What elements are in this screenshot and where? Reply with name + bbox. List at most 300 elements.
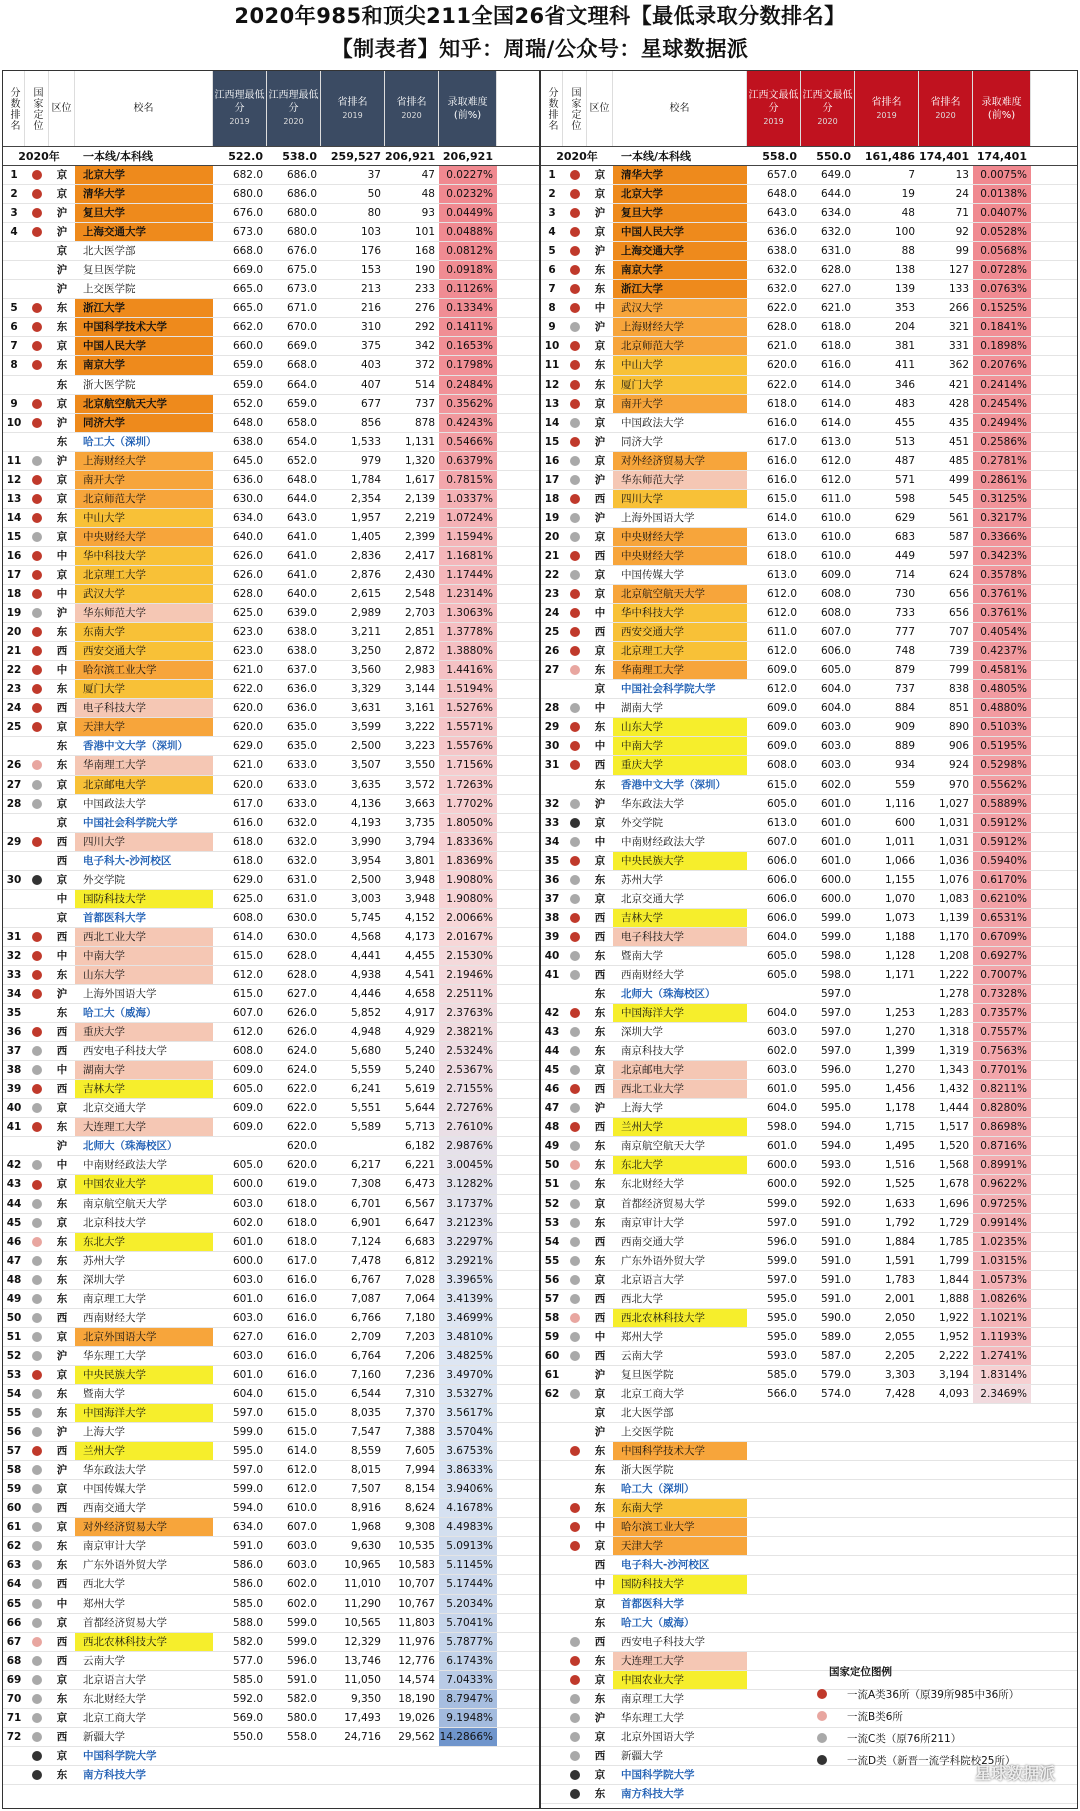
rank-2020 — [919, 1423, 973, 1441]
position — [25, 318, 49, 336]
position — [25, 1195, 49, 1213]
school-name: 浙江大学 — [75, 299, 213, 317]
rank-2019: 50 — [367, 188, 381, 201]
rank-2019: 5,852 — [350, 1007, 381, 1020]
rank-2020: 428 — [948, 397, 969, 410]
rank: 39 — [544, 930, 560, 943]
rank: 32 — [544, 797, 560, 810]
region: 东 — [56, 1559, 68, 1572]
score-2020 — [801, 1633, 855, 1651]
position — [563, 1785, 587, 1803]
table-row — [3, 452, 539, 471]
score-2019: 603.0 — [766, 1064, 797, 1077]
rank-2020: 3,794 — [404, 835, 435, 848]
school-name: 北京交通大学 — [83, 1102, 146, 1115]
difficulty: 0.5889% — [973, 795, 1031, 813]
position-dot-icon — [570, 1541, 580, 1551]
baseline-line: 一本线/本科线 — [621, 150, 692, 163]
score-2019: 603.0 — [766, 1026, 797, 1039]
table-row — [3, 1347, 539, 1366]
score-2020 — [267, 1747, 321, 1765]
school-name: 国防科技大学 — [613, 1575, 747, 1593]
school-name: 中南大学 — [613, 737, 747, 755]
school-name: 华南理工大学 — [613, 661, 747, 679]
rank-2019: 7,160 — [350, 1368, 381, 1381]
rank-2020: 101 — [414, 226, 435, 239]
position — [25, 528, 49, 546]
score-2020: 649.0 — [820, 169, 851, 181]
rank — [541, 1499, 563, 1517]
rank-2020: 514 — [414, 378, 435, 391]
position-dot-icon — [32, 1180, 42, 1190]
position — [563, 223, 587, 241]
position — [25, 1423, 49, 1441]
region: 京 — [594, 454, 606, 467]
school-name: 厦门大学 — [75, 680, 213, 698]
score-2020: 601.0 — [820, 854, 851, 867]
score-2020: 641.0 — [286, 568, 317, 581]
rank-2020: 190 — [414, 264, 435, 277]
score-2020: 579.0 — [820, 1368, 851, 1381]
rank-2020 — [919, 1404, 973, 1422]
position — [563, 1633, 587, 1651]
score-2019: 599.0 — [766, 1197, 797, 1210]
rank-2020: 233 — [414, 283, 435, 296]
difficulty — [973, 1556, 1031, 1574]
score-2019: 586.0 — [232, 1578, 263, 1591]
region: 京 — [594, 568, 606, 581]
difficulty: 0.3125% — [973, 490, 1031, 508]
rank: 30 — [6, 873, 22, 886]
rank: 36 — [544, 873, 560, 886]
score-2019: 629.0 — [232, 873, 263, 886]
rank: 13 — [544, 397, 560, 410]
position-dot-icon — [32, 532, 42, 542]
rank-2020: 1,729 — [938, 1216, 969, 1229]
score-2020: 675.0 — [286, 264, 317, 277]
school-name: 南开大学 — [75, 471, 213, 489]
school-name: 东北大学 — [75, 1233, 213, 1251]
region: 西 — [594, 1635, 606, 1648]
rank-2019: 2,500 — [350, 740, 381, 753]
rank-2019: 889 — [894, 740, 915, 753]
score-2019: 673.0 — [232, 226, 263, 239]
score-2020: 616.0 — [286, 1273, 317, 1286]
score-2019 — [747, 1404, 801, 1422]
difficulty: 0.3562% — [439, 395, 497, 413]
position — [25, 814, 49, 832]
difficulty: 1.7702% — [439, 795, 497, 813]
difficulty: 0.0075% — [973, 166, 1031, 184]
position — [25, 1042, 49, 1060]
table-row — [3, 490, 539, 509]
school-name: 北京语言大学 — [621, 1273, 684, 1286]
difficulty: 0.0812% — [439, 242, 497, 260]
school-name: 首都经济贸易大学 — [621, 1197, 705, 1210]
rank-2020: 1,952 — [938, 1330, 969, 1343]
position — [563, 376, 587, 394]
score-2019: 622.0 — [766, 378, 797, 391]
table-row — [3, 1385, 539, 1404]
school-name: 东南大学 — [75, 623, 213, 641]
score-2019: 613.0 — [766, 816, 797, 829]
rank: 5 — [10, 302, 18, 315]
header-rank-2020-label: 省排名 — [396, 96, 427, 108]
position-dot-icon — [32, 1332, 42, 1342]
score-2020: 680.0 — [286, 226, 317, 239]
rank-2019: 2,615 — [350, 588, 381, 601]
legend-dot-icon — [817, 1689, 827, 1699]
score-2019: 626.0 — [232, 568, 263, 581]
rank-2019: 2,001 — [884, 1292, 915, 1305]
rank: 32 — [6, 949, 22, 962]
rank: 12 — [6, 473, 22, 486]
score-2019: 606.0 — [766, 892, 797, 905]
score-2020: 618.0 — [820, 340, 851, 353]
score-2020: 644.0 — [286, 492, 317, 505]
table-row — [541, 642, 1077, 661]
score-2019: 604.0 — [766, 1007, 797, 1020]
table-row — [541, 1537, 1077, 1556]
score-2020: 620.0 — [286, 1159, 317, 1172]
rank-2020: 451 — [948, 435, 969, 448]
table-row — [3, 1480, 539, 1499]
position — [563, 1766, 587, 1784]
school-name: 中山大学 — [613, 356, 747, 374]
school-name: 外交学院 — [83, 873, 125, 886]
position-dot-icon — [32, 1199, 42, 1209]
position-dot-icon — [570, 799, 580, 809]
legend-item — [811, 1683, 1077, 1705]
difficulty: 4.4983% — [439, 1518, 497, 1536]
table-row — [3, 528, 539, 547]
school-name: 电子科大-沙河校区 — [621, 1559, 710, 1572]
table-row — [3, 1461, 539, 1480]
rank-2019: 6,767 — [350, 1273, 381, 1286]
score-2020: 639.0 — [286, 607, 317, 620]
region: 京 — [594, 588, 606, 601]
table-row — [541, 1385, 1077, 1404]
school-name: 同济大学 — [621, 435, 663, 448]
position — [25, 776, 49, 794]
score-2020: 632.0 — [286, 835, 317, 848]
rank-2019: 449 — [894, 549, 915, 562]
baseline-r19: 161,486 — [864, 150, 915, 163]
baseline-diff: 206,921 — [442, 150, 493, 163]
table-row — [541, 1518, 1077, 1537]
region: 西 — [594, 968, 606, 981]
rank-2019: 1,188 — [884, 930, 915, 943]
position-dot-icon — [32, 1294, 42, 1304]
difficulty: 1.4416% — [439, 661, 497, 679]
school-name: 吉林大学 — [613, 909, 747, 927]
school-name: 对外经济贸易大学 — [613, 452, 747, 470]
score-2019: 613.0 — [766, 568, 797, 581]
rank-2019: 80 — [367, 207, 381, 220]
table-row — [3, 833, 539, 852]
score-2019 — [213, 1747, 267, 1765]
score-2020 — [801, 1423, 855, 1441]
position — [563, 909, 587, 927]
table-row — [3, 1442, 539, 1461]
rank: 38 — [544, 911, 560, 924]
difficulty: 3.1282% — [439, 1175, 497, 1193]
position — [563, 737, 587, 755]
difficulty: 1.9080% — [439, 871, 497, 889]
rank-2019: 1,178 — [884, 1102, 915, 1115]
table-row — [3, 852, 539, 871]
region: 沪 — [56, 1349, 68, 1362]
position — [25, 1556, 49, 1574]
rank-2020: 1,888 — [938, 1292, 969, 1305]
rank-2020: 8,624 — [404, 1502, 435, 1515]
rank-2020: 362 — [948, 359, 969, 372]
rank-2020: 3,194 — [938, 1368, 969, 1381]
rank: 54 — [6, 1388, 22, 1400]
score-2020: 603.0 — [286, 1559, 317, 1572]
rank-2019: 346 — [894, 378, 915, 391]
legend-label: 一流D类（新晋一流学科院校25所） — [847, 1754, 1016, 1767]
score-2020: 616.0 — [286, 1349, 317, 1362]
rank: 20 — [6, 626, 22, 639]
rank-2020: 1,617 — [404, 473, 435, 486]
difficulty: 0.8698% — [973, 1118, 1031, 1136]
header-year-2019: 2019 — [229, 117, 250, 126]
table-row — [3, 642, 539, 661]
rank-2019: 7,087 — [350, 1292, 381, 1305]
rank: 42 — [544, 1007, 560, 1020]
position-dot-icon — [32, 665, 42, 675]
rank: 1 — [548, 169, 556, 181]
rank-2019 — [855, 1404, 919, 1422]
rank-2019: 3,211 — [350, 626, 381, 639]
region: 京 — [594, 188, 606, 201]
difficulty: 0.1411% — [439, 318, 497, 336]
score-2020: 630.0 — [286, 930, 317, 943]
position-dot-icon — [32, 1618, 42, 1628]
position-dot-icon — [32, 1160, 42, 1170]
rank-2019: 2,050 — [884, 1311, 915, 1324]
region: 东 — [56, 511, 68, 524]
rank: 7 — [548, 283, 556, 296]
difficulty: 0.1525% — [973, 299, 1031, 317]
score-2019 — [747, 1728, 801, 1746]
rank-2019: 1,633 — [884, 1197, 915, 1210]
difficulty: 3.2921% — [439, 1252, 497, 1270]
region: 东 — [594, 664, 606, 677]
liberal-table — [541, 71, 1077, 1808]
rank-2020: 24 — [955, 188, 969, 201]
score-2019: 632.0 — [766, 283, 797, 296]
rank-2020 — [919, 1480, 973, 1498]
baseline-s20: 550.0 — [816, 150, 851, 163]
rank-2020: 342 — [414, 340, 435, 353]
region: 中 — [594, 1521, 606, 1534]
score-2019: 625.0 — [232, 607, 263, 620]
rank-2019: 3,003 — [350, 892, 381, 905]
rank-2019: 6,766 — [350, 1311, 381, 1324]
difficulty: 1.0573% — [973, 1271, 1031, 1289]
rank: 70 — [6, 1692, 22, 1705]
legend — [811, 1661, 1077, 1807]
region: 西 — [594, 911, 606, 924]
school-name: 华中科技大学 — [613, 604, 747, 622]
rank-2019: 8,916 — [350, 1502, 381, 1515]
rank-2019: 3,560 — [350, 664, 381, 677]
rank-2019: 4,948 — [350, 1026, 381, 1039]
position — [563, 699, 587, 717]
score-2020: 594.0 — [820, 1121, 851, 1134]
school-name: 哈工大（威海） — [83, 1007, 157, 1020]
table-row — [541, 452, 1077, 471]
position-dot-icon — [570, 1160, 580, 1170]
score-2020: 594.0 — [820, 1140, 851, 1153]
difficulty: 4.1678% — [439, 1499, 497, 1517]
table-row — [3, 1309, 539, 1328]
region: 沪 — [594, 1102, 606, 1115]
score-2020: 632.0 — [820, 226, 851, 239]
position — [563, 1156, 587, 1174]
position-dot-icon — [570, 1713, 580, 1723]
legend-item — [811, 1727, 1077, 1749]
region: 中 — [594, 835, 606, 848]
school-name: 兰州大学 — [613, 1118, 747, 1136]
position-dot-icon — [570, 551, 580, 561]
position — [25, 566, 49, 584]
rank-2019: 559 — [894, 778, 915, 791]
table-row — [3, 890, 539, 909]
region: 东 — [594, 1007, 606, 1020]
difficulty: 0.4581% — [973, 661, 1031, 679]
rank: 48 — [544, 1121, 560, 1134]
score-2019: 621.0 — [766, 340, 797, 353]
region: 京 — [56, 1178, 68, 1191]
rank-2020: 2,703 — [404, 607, 435, 620]
difficulty: 0.3366% — [973, 528, 1031, 546]
rank-2019: 4,568 — [350, 930, 381, 943]
school-name: 清华大学 — [613, 166, 747, 184]
score-2020: 595.0 — [820, 1083, 851, 1096]
rank — [541, 1614, 563, 1632]
school-name: 北师大（珠海校区） — [621, 988, 716, 1001]
table-row — [3, 1595, 539, 1614]
score-2020: 597.0 — [820, 988, 851, 1001]
position-dot-icon — [570, 456, 580, 466]
position-dot-icon — [32, 989, 42, 999]
table-row — [3, 699, 539, 718]
rank: 68 — [6, 1654, 22, 1667]
school-name: 四川大学 — [613, 490, 747, 508]
table-row — [541, 242, 1077, 261]
difficulty: 5.7041% — [439, 1614, 497, 1632]
region: 东 — [594, 378, 606, 391]
region: 京 — [56, 816, 68, 829]
score-2019: 682.0 — [232, 169, 263, 181]
rank: 48 — [6, 1273, 22, 1286]
school-name: 云南大学 — [621, 1349, 663, 1362]
position-dot-icon — [32, 1770, 42, 1780]
score-2019: 621.0 — [232, 664, 263, 677]
rank-2020: 133 — [948, 283, 969, 296]
score-2019: 620.0 — [232, 721, 263, 734]
rank-2019: 204 — [894, 321, 915, 334]
school-name: 北京交通大学 — [621, 892, 684, 905]
difficulty: 3.1737% — [439, 1195, 497, 1213]
difficulty: 0.5466% — [439, 433, 497, 451]
score-2019 — [747, 1690, 801, 1708]
score-2020: 601.0 — [820, 816, 851, 829]
score-2020: 598.0 — [820, 949, 851, 962]
score-2020 — [801, 1537, 855, 1555]
score-2020: 601.0 — [820, 797, 851, 810]
rank-2020: 1,696 — [938, 1197, 969, 1210]
region: 京 — [56, 1521, 68, 1534]
position-dot-icon — [570, 703, 580, 713]
difficulty: 5.1145% — [439, 1556, 497, 1574]
rank-2019: 677 — [360, 397, 381, 410]
rank: 51 — [6, 1330, 22, 1343]
rank: 49 — [544, 1140, 560, 1153]
score-2020: 614.0 — [820, 397, 851, 410]
score-2020: 652.0 — [286, 454, 317, 467]
region: 东 — [594, 988, 606, 1001]
position — [25, 414, 49, 432]
region: 京 — [594, 645, 606, 658]
school-name: 浙江大学 — [613, 280, 747, 298]
region: 西 — [56, 1026, 68, 1039]
region: 东 — [594, 1216, 606, 1229]
position — [563, 1195, 587, 1213]
header-rank-2019-label: 省排名 — [337, 96, 368, 108]
school-name: 中国人民大学 — [75, 337, 213, 355]
table-row — [3, 318, 539, 337]
region: 西 — [594, 1235, 606, 1248]
rank-2020: 11,976 — [398, 1635, 435, 1648]
score-2019: 618.0 — [232, 854, 263, 867]
school-name: 对外经济贸易大学 — [75, 1518, 213, 1536]
school-name: 北京理工大学 — [75, 566, 213, 584]
rank: 50 — [6, 1311, 22, 1324]
table-row — [3, 566, 539, 585]
region: 京 — [594, 340, 606, 353]
region: 西 — [594, 759, 606, 772]
position-dot-icon — [32, 760, 42, 770]
table-row — [3, 547, 539, 566]
score-2020 — [801, 1499, 855, 1517]
score-2019: 636.0 — [232, 473, 263, 486]
rank: 16 — [544, 454, 560, 467]
position-dot-icon — [32, 1084, 42, 1094]
rank-2019: 856 — [360, 416, 381, 429]
score-2020: 592.0 — [820, 1197, 851, 1210]
region: 东 — [56, 1692, 68, 1705]
rank-2019: 7,478 — [350, 1254, 381, 1267]
rank: 60 — [544, 1349, 560, 1362]
score-2019: 597.0 — [232, 1407, 263, 1420]
score-2020 — [801, 1575, 855, 1593]
position-dot-icon — [32, 1599, 42, 1609]
rank-2020: 597 — [948, 549, 969, 562]
difficulty: 1.0724% — [439, 509, 497, 527]
position — [25, 1461, 49, 1479]
table-row — [3, 680, 539, 699]
region: 东 — [56, 740, 68, 753]
score-2020: 680.0 — [286, 207, 317, 220]
table-row — [3, 1137, 539, 1156]
difficulty: 3.5617% — [439, 1404, 497, 1422]
score-2020: 612.0 — [820, 454, 851, 467]
position — [25, 1366, 49, 1384]
